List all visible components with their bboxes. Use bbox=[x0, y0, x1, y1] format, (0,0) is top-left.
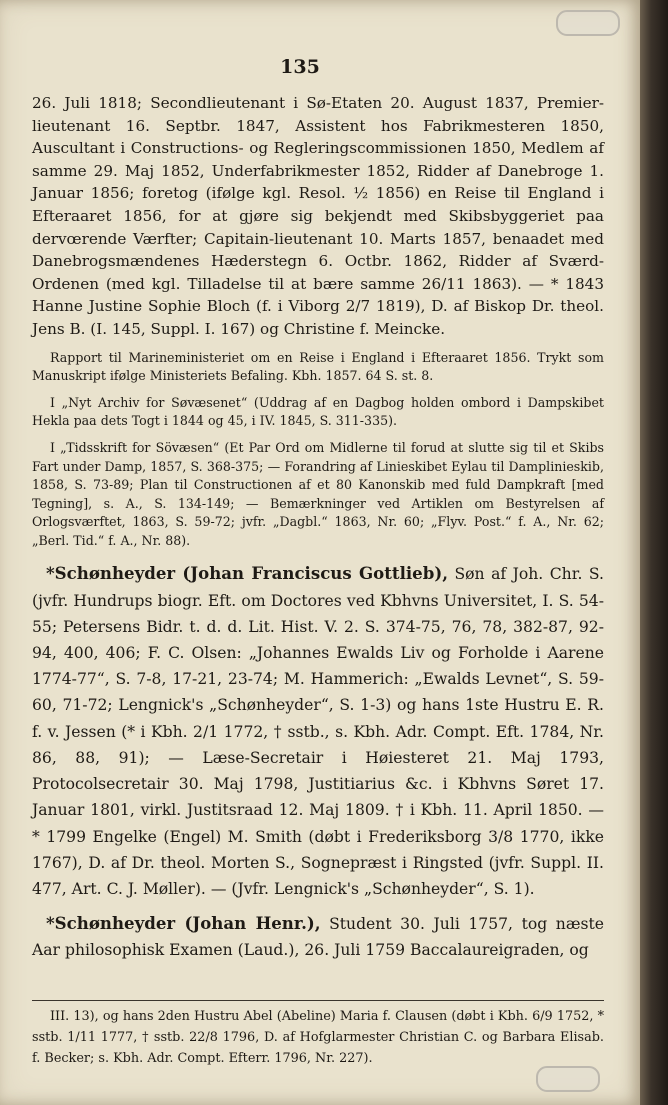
entry-continuation: 26. Juli 1818; Secondlieutenant i Sø-Etaten 20. August 1837, Premier-lieutenant 16. Septbr. 1847, Assistent hos Fabrikmesteren 1850, Auscultant i Constructions- og Regleringscommissionen 1850, Medlem af samme 29. Maj 1852, Underfabrikmester 1852, Ridder af Danebroge 1. Januar 1856; foretog (ifølge kgl. Resol. ½ 1856) en Reise til England i Efteraaret 1856, for at gjøre sig bekjendt med Skibsbyggeriet paa dervœrende Værfter; Capitain-lieutenant 10. Marts 1857, benaadet med Danebrogsmændenes Hæderstegn 6. Octbr. 1862, Ridder af Sværd-Ordenen (med kgl. Tilladelse til at bære samme 26/11 1863). — * 1843 Hanne Justine Sophie Bloch (f. i Viborg 2/7 1819), D. af Biskop Dr. theol. Jens B. (I. 145, Suppl. I. 167) og Christine f. Meincke. bbox=[32, 94, 604, 338]
biography-entry bbox=[32, 560, 604, 902]
biography-entry bbox=[32, 910, 604, 963]
entry-headword: *Schønheyder (Johan Franciscus Gottlieb), bbox=[46, 563, 448, 584]
entry-text: Student 30. Juli 1757, tog næste Aar philosophisk Examen (Laud.), 26. Juli 1759 Baccalaureigraden, og bbox=[32, 915, 604, 960]
entry-text: Søn af Joh. Chr. S. (jvfr. Hundrups biogr. Eft. om Doctores ved Kbhvns Universitet, I. S. 54-55; Petersens Bidr. t. d. d. Lit. Hist. V. 2. S. 374-75, 76, 78, 382-87, 92-94, 400, 406; F. C. Olsen: „Johannes Ewalds Liv og Forholde i Aarene 1774-77“, S. 7-8, 17-21, 23-74; M. Hammerich: „Ewalds Levnet“, S. 59-60, 71-72; Lengnick's „Schønheyder“, S. 1-3) og hans 1ste Hustru E. R. f. v. Jessen (* i Kbh. 2/1 1772, † sstb., s. Kbh. Adr. Compt. Eft. 1784, Nr. 86, 88, 91); — Læse-Secretair i Høiesteret 21. Maj 1793, Protocolsecretair 30. Maj 1798, Justitiarius &c. i Kbhvns Søret 17. Januar 1801, virkl. Justitsraad 12. Maj 1809. † i Kbh. 11. April 1850. — * 1799 Engelke (Engel) M. Smith (døbt i Frederiksborg 3/8 1770, ikke 1767), D. af Dr. theol. Morten S., Sognepræst i Ringsted (jvfr. Suppl. II. 477, Art. C. J. Møller). — (Jvfr. Lengnick's „Schønheyder“, S. 1). bbox=[32, 565, 604, 898]
paper-clip-bottom bbox=[536, 1066, 600, 1092]
publication-note: Rapport til Marineministeriet om en Reise i England i Efteraaret 1856. Trykt som Manuskript ifølge Ministeriets Befaling. Kbh. 1857. 64 S. st. 8. bbox=[32, 349, 604, 384]
publication-note: I „Nyt Archiv for Søvæsenet“ (Uddrag af en Dagbog holden ombord i Dampskibet Hekla paa dets Togt i 1844 og 45, i IV. 1845, S. 311-335). bbox=[32, 394, 604, 429]
footnote-rule bbox=[32, 1000, 604, 1001]
footnote: III. 13), og hans 2den Hustru Abel (Abeline) Maria f. Clausen (døbt i Kbh. 6/9 1752, * sstb. 1/11 1777, † sstb. 22/8 1796, D. af Hofglarmester Christian C. og Barbara Elisab. f. Becker; s. Kbh. Adr. Compt. Efterr. 1796, Nr. 227). bbox=[32, 1009, 604, 1066]
paper-clip-top bbox=[556, 10, 620, 36]
publication-note: I „Tidsskrift for Sövæsen“ (Et Par Ord om Midlerne til forud at slutte sig til et Skibs Fart under Damp, 1857, S. 368-375; — Forandring af Linieskibet Eylau til Damplinieskib, 1858, S. 73-89; Plan til Constructionen af et 80 Kanonskib med fuld Dampkraft [med Tegning], s. A., S. 134-149; — Bemærkninger ved Artiklen om Bestyrelsen af Orlogsværftet, 1863, S. 59-72; jvfr. „Dagbl.“ 1863, Nr. 60; „Flyv. Post.“ f. A., Nr. 62; „Berl. Tid.“ f. A., Nr. 88). bbox=[32, 439, 604, 548]
page-body bbox=[32, 92, 604, 964]
entry-headword: *Schønheyder (Johan Henr.), bbox=[46, 913, 321, 934]
page-edge bbox=[640, 0, 668, 1105]
page-number: 135 bbox=[280, 56, 320, 78]
